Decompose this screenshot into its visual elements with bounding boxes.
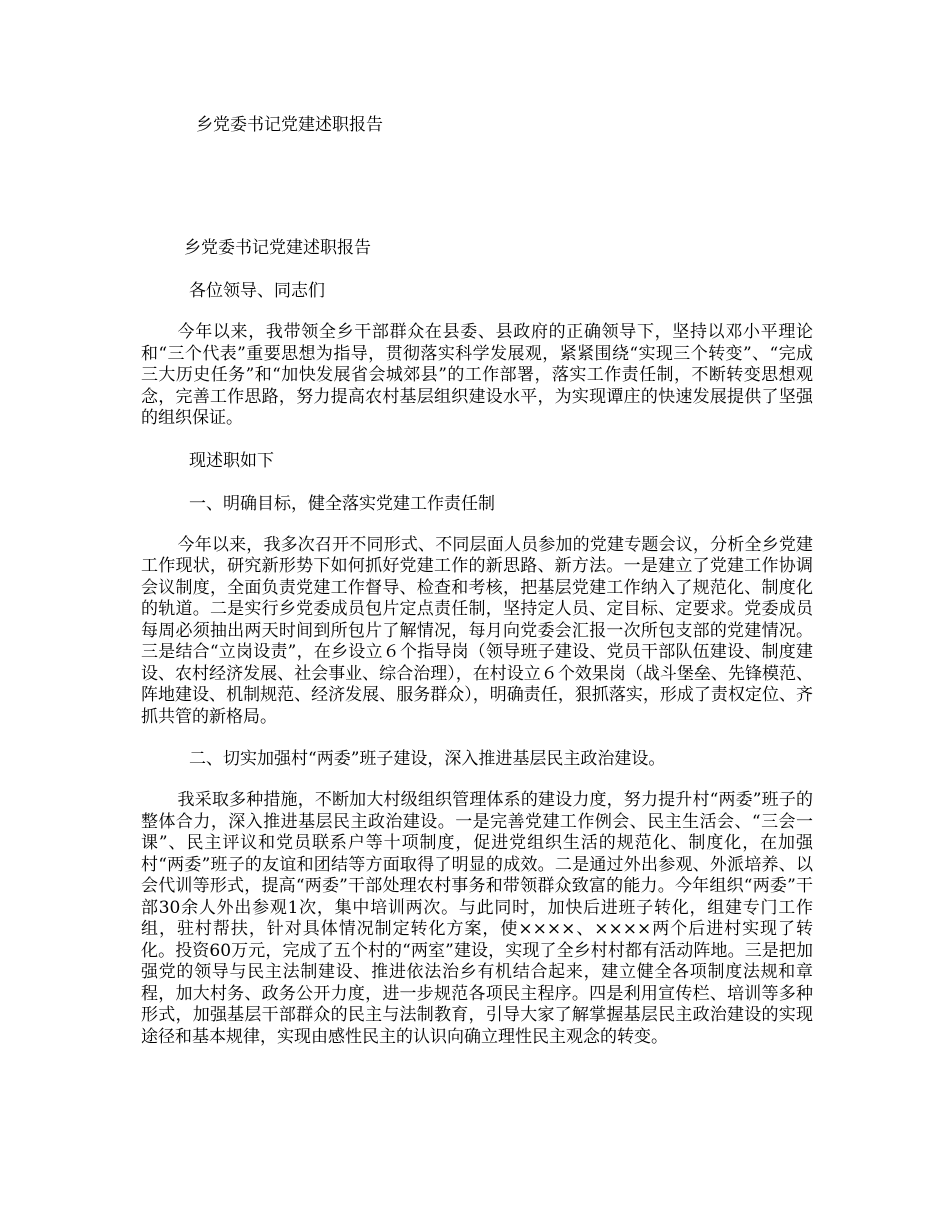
report-intro: 现述职如下 [189,450,274,471]
cover-title: 乡党委书记党建述职报告 [196,115,383,135]
salutation: 各位领导、同志们 [189,281,325,301]
section-1-heading: 一、明确目标，健全落实党建工作责任制 [189,493,495,514]
intro-paragraph: 今年以来，我带领全乡干部群众在县委、县政府的正确领导下，坚持以邓小平理论和“三个代表”重要思想为指导，贯彻落实科学发展观，紧紧围绕“实现三个转变”、“完成三大历史任务”和“加快发展省会城郊县”的工作部署，落实工作责任制，不断转变思想观念，完善工作思路，努力提高农村基层组织建设水平，为实现谭庄的快速发展提供了坚强的组织保证。 [141,322,813,428]
section-1-body: 今年以来，我多次召开不同形式、不同层面人员参加的党建专题会议，分析全乡党建工作现状，研究新形势下如何抓好党建工作的新思路、新方法。一是建立了党建工作协调会议制度，全面负责党建工作督导、检查和考核，把基层党建工作纳入了规范化、制度化的轨道。二是实行乡党委成员包片定点责任制，坚持定人员、定目标、定要求。党委成员每周必须抽出两天时间到所包片了解情况，每月向党委会汇报一次所包支部的党建情况。三是结合“立岗设责”，在乡设立６个指导岗（领导班子建设、党员干部队伍建设、制度建设、农村经济发展、社会事业、综合治理），在村设立６个效果岗（战斗堡垒、先锋模范、阵地建设、机制规范、经济发展、服务群众），明确责任，狠抓落实，形成了责权定位、齐抓共管的新格局。 [141,534,813,727]
section-2-body: 我采取多种措施，不断加大村级组织管理体系的建设力度，努力提升村“两委”班子的整体合力，深入推进基层民主政治建设。一是完善党建工作例会、民主生活会、“三会一课”、民主评议和党员联系户等十项制度，促进党组织生活的规范化、制度化，在加强村“两委”班子的友谊和团结等方面取得了明显的成效。二是通过外出参观、外派培养、以会代训等形式，提高“两委”干部处理农村事务和带领群众致富的能力。今年组织“两委”干部30余人外出参观1次，集中培训两次。与此同时，加快后进班子转化，组建专门工作组，驻村帮扶，针对具体情况制定转化方案，使××××、××××两个后进村实现了转化。投资60万元，完成了五个村的“两室”建设，实现了全乡村村都有活动阵地。三是把加强党的领导与民主法制建设、推进依法治乡有机结合起来，建立健全各项制度法规和章程，加大村务、政务公开力度，进一步规范各项民主程序。四是利用宣传栏、培训等多种形式，加强基层干部群众的民主与法制教育，引导大家了解掌握基层民主政治建设的实现途径和基本规律，实现由感性民主的认识向确立理性民主观念的转变。 [141,790,813,1047]
section-2-heading: 二、切实加强村“两委”班子建设，深入推进基层民主政治建设。 [189,749,666,769]
document-body [141,236,813,1067]
report-title: 乡党委书记党建述职报告 [184,238,371,258]
